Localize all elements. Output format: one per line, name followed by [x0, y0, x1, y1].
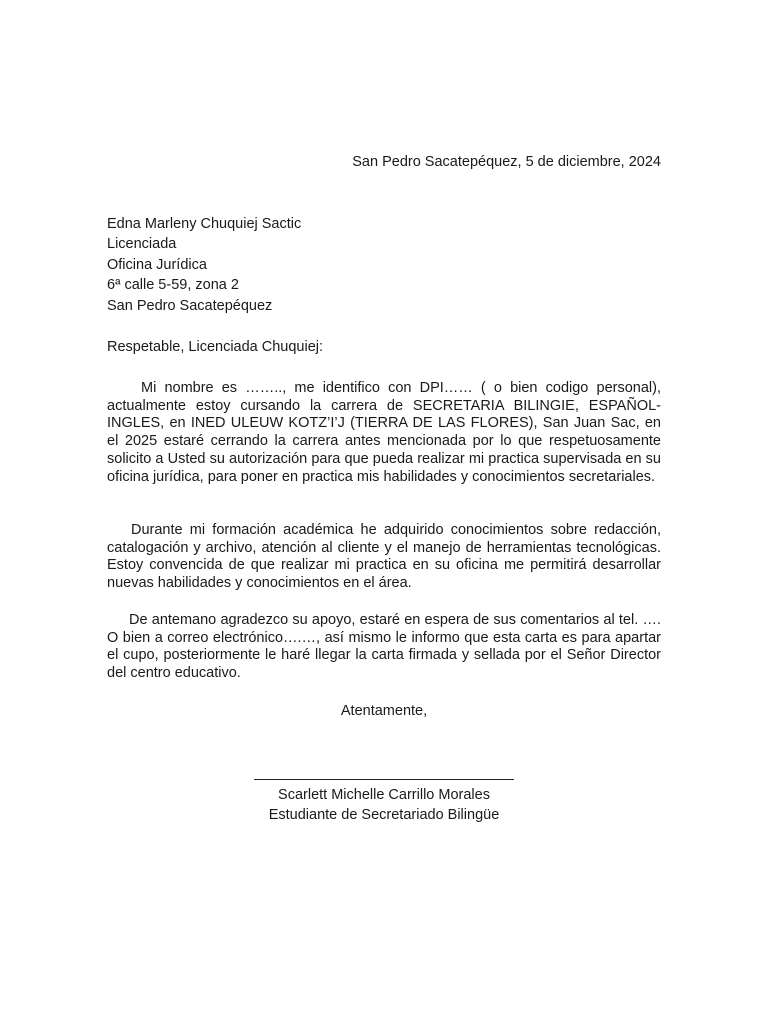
signer-role: Estudiante de Secretariado Bilingüe [268, 807, 500, 824]
signature-block [0, 785, 768, 826]
recipient-block [107, 214, 301, 316]
body-paragraph-2: Durante mi formación académica he adquirido conocimientos sobre redacción, catalogación y archivo, atención al cliente y el manejo de herramientas tecnológicas. Estoy convencida de que realizar mi practica en su oficina me permitirá desarrollar nuevas habilidades y conocimientos en el área. [107, 522, 661, 592]
closing: Atentamente, [340, 703, 428, 719]
signer-name: Scarlett Michelle Carrillo Morales [278, 787, 490, 803]
recipient-office: Oficina Jurídica [107, 256, 207, 273]
signature-line [254, 779, 514, 780]
recipient-street: 6ª calle 5-59, zona 2 [107, 277, 239, 294]
salutation: Respetable, Licenciada Chuquiej: [107, 339, 324, 355]
body-paragraph-3: De antemano agradezco su apoyo, estaré en espera de sus comentarios al tel. …. O bien a correo electrónico….…, así mismo le informo que esta carta es para apartar el cupo, posteriormente le haré llegar la carta firmada y sellada por el Señor Director del centro educativo. [107, 612, 661, 682]
letter-date: San Pedro Sacatepéquez, 5 de diciembre, 2024 [352, 154, 661, 170]
recipient-name: Edna Marleny Chuquiej Sactic [107, 216, 302, 232]
body-paragraph-1: Mi nombre es …….., me identifico con DPI…… ( o bien codigo personal), actualmente estoy cursando la carrera de SECRETARIA BILINGIE, ESPAÑOL-INGLES, en INED ULEUW KOTZ’I’J (TIERRA DE LAS FLORES), San Juan Sac, en el 2025 estaré cerrando la carrera antes mencionada por lo que respetuosamente solicito a Usted su autorización para que pueda realizar mi practica supervisada en su oficina jurídica, para poner en practica mis habilidades y conocimientos secretariales. [107, 380, 661, 485]
recipient-city: San Pedro Sacatepéquez [107, 297, 273, 314]
recipient-title: Licenciada [107, 236, 177, 253]
